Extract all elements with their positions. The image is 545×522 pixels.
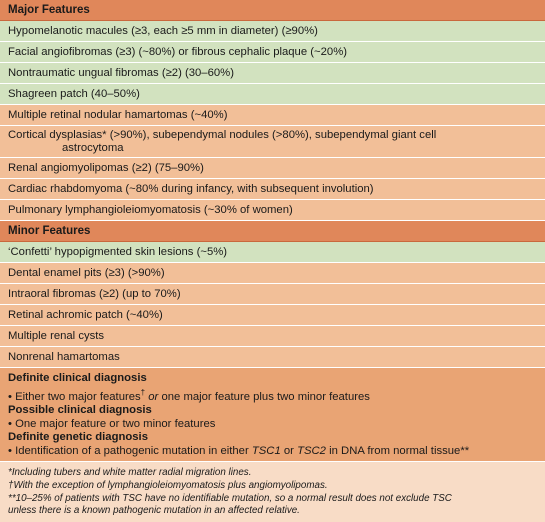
major-feature-text: Renal angiomyolipomas (≥2) (75–90%) <box>8 161 204 174</box>
footnotes <box>0 462 545 521</box>
definite-genetic-diagnosis-text <box>8 445 537 459</box>
major-feature-text: Cardiac rhabdomyoma (~80% during infancy, with subsequent involution) <box>8 182 374 195</box>
definite-genetic-part-a: • Identification of a pathogenic mutation in either <box>8 444 252 457</box>
major-feature-text: Nontraumatic ungual fibromas (≥2) (30–60%) <box>8 66 234 79</box>
major-features-header <box>0 0 545 21</box>
major-features-title: Major Features <box>8 3 90 16</box>
definite-genetic-diagnosis-title: Definite genetic diagnosis <box>8 431 148 444</box>
minor-feature-row <box>0 242 545 263</box>
minor-feature-text: Nonrenal hamartomas <box>8 350 120 363</box>
major-feature-text: Hypomelanotic macules (≥3, each ≥5 mm in diameter) (≥90%) <box>8 24 318 37</box>
definite-clinical-or: or <box>145 390 159 403</box>
major-feature-row <box>0 105 545 126</box>
definite-clinical-diagnosis-title: Definite clinical diagnosis <box>8 372 147 384</box>
definite-genetic-or: or <box>280 444 298 457</box>
minor-feature-row <box>0 347 545 368</box>
major-feature-row <box>0 179 545 200</box>
gene-tsc1: TSC1 <box>251 444 281 457</box>
minor-feature-text: ‘Confetti’ hypopigmented skin lesions (~5%) <box>8 245 228 258</box>
major-feature-text: Cortical dysplasias* (>90%), subependymal nodules (>80%), subependymal giant cell <box>8 128 437 141</box>
minor-features-header <box>0 221 545 242</box>
gene-tsc2: TSC2 <box>297 444 326 457</box>
major-feature-text-continued: astrocytoma <box>62 141 124 154</box>
footnote: †With the exception of lymphangioleiomyomatosis plus angiomyolipomas. <box>8 479 328 491</box>
possible-clinical-diagnosis-title: Possible clinical diagnosis <box>8 403 152 416</box>
definite-clinical-diagnosis-text <box>8 386 537 404</box>
minor-features-title: Minor Features <box>8 224 91 237</box>
definite-clinical-part-a: • Either two major features <box>8 390 141 403</box>
major-feature-row <box>0 42 545 63</box>
minor-feature-row <box>0 305 545 326</box>
minor-feature-text: Multiple renal cysts <box>8 329 105 342</box>
dagger-mark: † <box>140 387 146 397</box>
major-feature-row <box>0 84 545 105</box>
major-feature-row <box>0 158 545 179</box>
minor-feature-row <box>0 284 545 305</box>
minor-feature-text: Retinal achromic patch (~40%) <box>8 308 163 321</box>
footnote: unless there is a known pathogenic mutation in an affected relative. <box>8 505 300 517</box>
major-feature-row <box>0 21 545 42</box>
definite-genetic-part-b: in DNA from normal tissue** <box>325 444 470 457</box>
major-feature-row <box>0 200 545 221</box>
minor-feature-row <box>0 263 545 284</box>
major-feature-text: Facial angiofibromas (≥3) (~80%) or fibrous cephalic plaque (~20%) <box>8 45 347 58</box>
definite-clinical-part-b: one major feature plus two minor features <box>158 390 370 403</box>
possible-clinical-diagnosis-text: • One major feature or two minor features <box>8 417 216 430</box>
major-feature-text: Pulmonary lymphangioleiomyomatosis (~30% of women) <box>8 203 293 216</box>
major-feature-row <box>0 63 545 84</box>
footnote: *Including tubers and white matter radial migration lines. <box>8 467 252 479</box>
footnote: **10–25% of patients with TSC have no identifiable mutation, so a normal result does not exclude TSC <box>8 492 452 504</box>
minor-feature-text: Dental enamel pits (≥3) (>90%) <box>8 266 165 279</box>
minor-feature-row <box>0 326 545 347</box>
minor-feature-text: Intraoral fibromas (≥2) (up to 70%) <box>8 287 181 300</box>
diagnosis-block <box>0 368 545 462</box>
major-feature-text: Shagreen patch (40–50%) <box>8 87 140 100</box>
major-feature-text: Multiple retinal nodular hamartomas (~40%) <box>8 108 228 121</box>
major-feature-row <box>0 126 545 158</box>
